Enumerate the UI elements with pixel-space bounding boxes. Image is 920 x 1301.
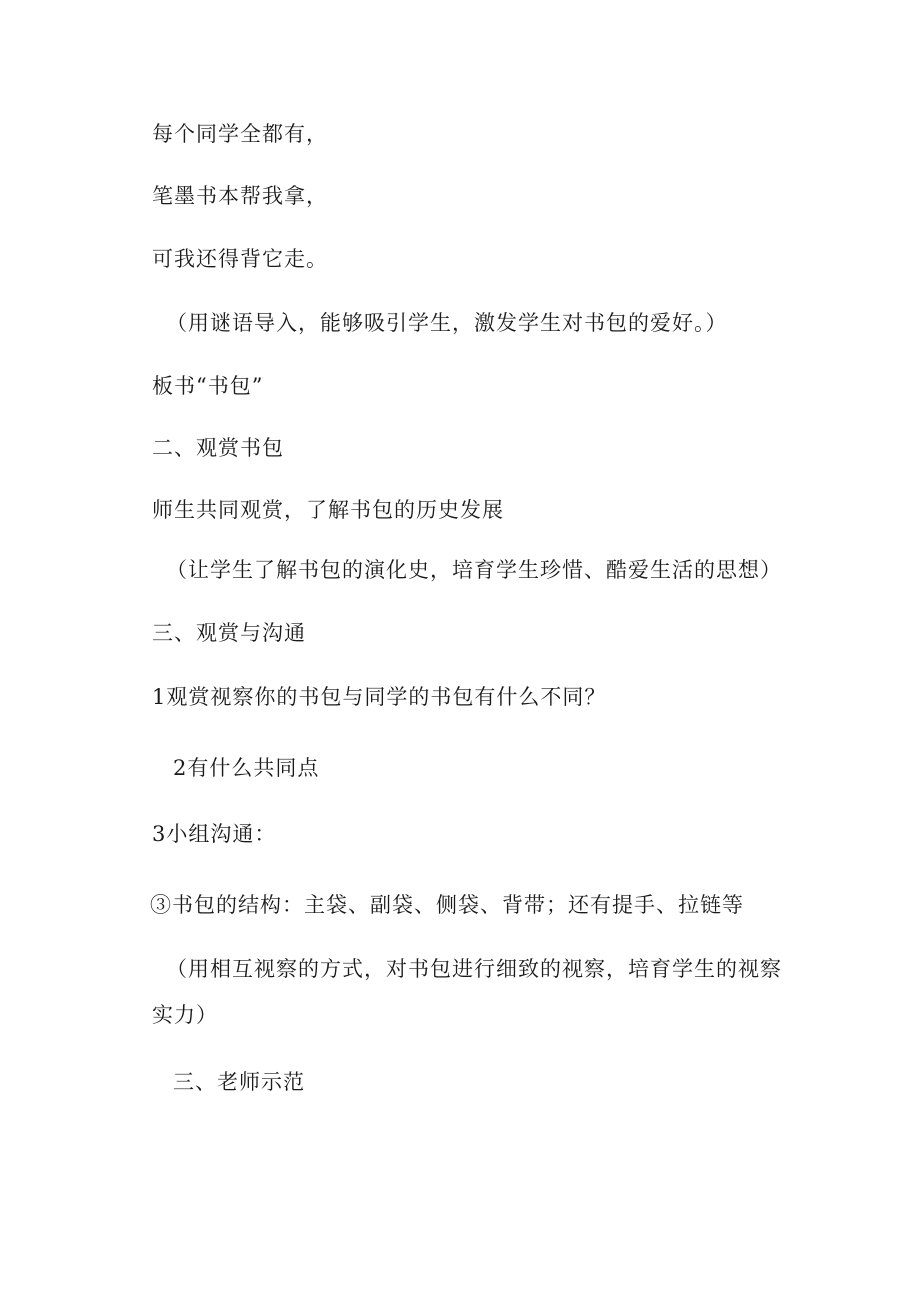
- blackboard-title: 板书“书包”: [152, 374, 264, 398]
- riddle-line-1: 每个同学全都有，: [152, 122, 328, 146]
- observation-note: （用相互视察的方式，对书包进行细致的视察，培育学生的视察: [166, 957, 782, 981]
- history-note: （让学生了解书包的演化史，培育学生珍惜、酷爱生活的思想）: [166, 558, 782, 582]
- question-3: 3小组沟通：: [152, 822, 277, 846]
- structure-item: ③书包的结构：主袋、副袋、侧袋、背带；还有提手、拉链等: [150, 893, 744, 917]
- riddle-note: （用谜语导入，能够吸引学生，激发学生对书包的爱好。）: [166, 311, 728, 335]
- observation-note-cont: 实力）: [152, 1003, 218, 1027]
- question-2: 2有什么共同点: [173, 756, 320, 780]
- riddle-line-2: 笔墨书本帮我拿，: [152, 184, 328, 208]
- section-heading-teacher-demo: 三、老师示范: [173, 1070, 305, 1094]
- riddle-line-3: 可我还得背它走。: [152, 247, 328, 271]
- section-heading-3: 三、观赏与沟通: [152, 621, 306, 645]
- section-heading-2: 二、观赏书包: [152, 436, 284, 460]
- question-1: 1观赏视察你的书包与同学的书包有什么不同？: [152, 685, 607, 709]
- history-paragraph: 师生共同观赏，了解书包的历史发展: [152, 498, 504, 522]
